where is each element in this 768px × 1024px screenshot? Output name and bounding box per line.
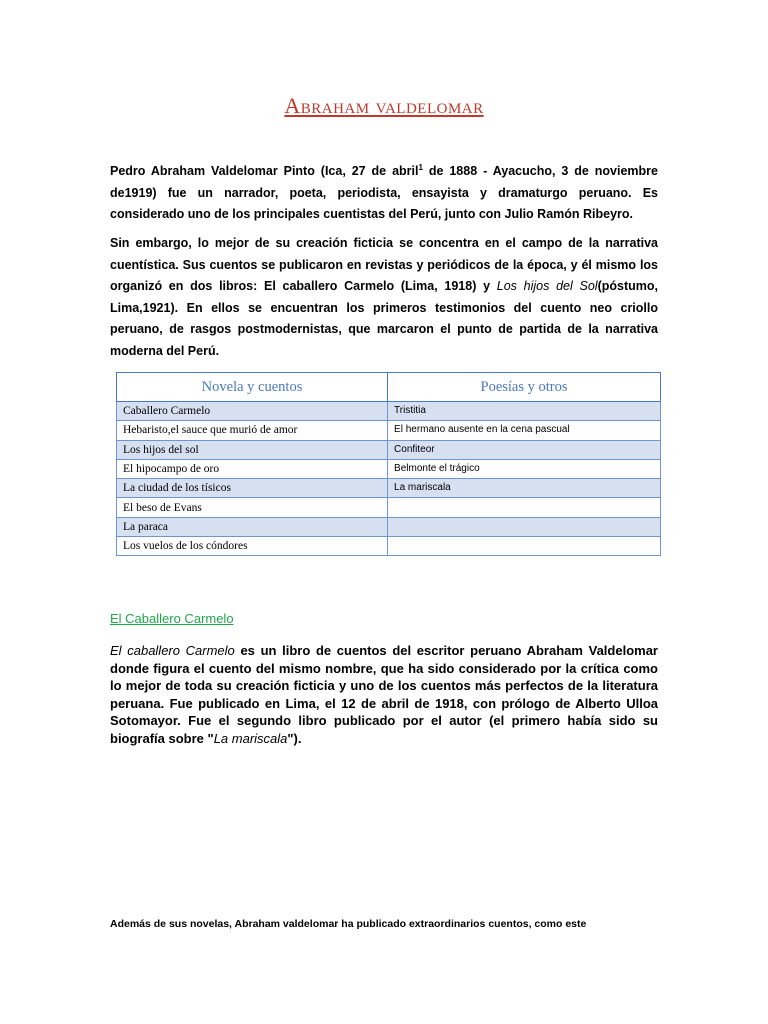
document-title: Abraham valdelomar bbox=[284, 93, 484, 118]
header-poetry: Poesías y otros bbox=[388, 373, 661, 402]
poetry-cell bbox=[388, 537, 661, 556]
narrative-paragraph bbox=[110, 233, 658, 362]
poetry-cell: Confiteor bbox=[388, 440, 661, 459]
carmelo-text-a: es un libro de cuentos del escritor peruano Abraham Valdelomar donde figura el cuento del mismo nombre, que ha sido considerado por la crítica como lo mejor de toda su creación ficticia y uno de los cuentos más perfectos de la literatura peruana. Fue publicado en Lima, el 12 de abril de 1918, con prólogo de Alberto Ulloa Sotomayor. Fue el segundo libro publicado por el autor (el primero había sido su biografía sobre " bbox=[110, 643, 658, 746]
works-table bbox=[116, 372, 661, 556]
section-heading: El Caballero Carmelo bbox=[110, 611, 234, 626]
table-row bbox=[117, 440, 661, 459]
novel-cell: La paraca bbox=[117, 517, 388, 536]
poetry-cell: Belmonte el trágico bbox=[388, 459, 661, 478]
table-row bbox=[117, 537, 661, 556]
table-row bbox=[117, 517, 661, 536]
novel-cell: Los hijos del sol bbox=[117, 440, 388, 459]
novel-cell: El beso de Evans bbox=[117, 498, 388, 517]
table-row bbox=[117, 479, 661, 498]
table-row bbox=[117, 459, 661, 478]
carmelo-text-b: "). bbox=[287, 730, 302, 746]
table-row bbox=[117, 421, 661, 440]
intro-text-b: de 1888 - Ayacucho, 3 de noviembre de1919) fue un narrador, poeta, periodista, ensayista y dramaturgo peruano. Es considerado uno de los principales cuentistas del Perú, junto con Julio Ramón Ribeyro. bbox=[110, 164, 658, 222]
novel-cell: Los vuelos de los cóndores bbox=[117, 537, 388, 556]
poetry-cell bbox=[388, 498, 661, 517]
poetry-cell: La mariscala bbox=[388, 479, 661, 498]
carmelo-title-italic: El caballero Carmelo bbox=[110, 643, 235, 658]
novel-cell: La ciudad de los tísicos bbox=[117, 479, 388, 498]
novel-cell: Hebaristo,el sauce que murió de amor bbox=[117, 421, 388, 440]
intro-text-a: Pedro Abraham Valdelomar Pinto (Ica, 27 de abril bbox=[110, 164, 419, 179]
footer-line: Además de sus novelas, Abraham valdelomar ha publicado extraordinarios cuentos, como este bbox=[110, 918, 587, 930]
novel-cell: El hipocampo de oro bbox=[117, 459, 388, 478]
poetry-cell bbox=[388, 517, 661, 536]
book-title-italic: Los hijos del Sol bbox=[496, 279, 598, 293]
table-row bbox=[117, 402, 661, 421]
mariscala-italic: La mariscala bbox=[213, 730, 288, 746]
novel-cell: Caballero Carmelo bbox=[117, 402, 388, 421]
carmelo-paragraph bbox=[110, 642, 658, 747]
narrative-text-a: Sin embargo, lo mejor de su creación ficticia se concentra en el campo de la narrativa cuentística. Sus cuentos se publicaron en revistas y periódicos de la época, y él mismo los organizó en dos libros: El caballero Carmelo (Lima, 1918) y bbox=[110, 236, 658, 293]
footnote-marker: 1 bbox=[418, 163, 423, 172]
narrative-text-b: (póstumo, Lima,1921). En ellos se encuentran los primeros testimonios del cuento neo criollo peruano, de rasgos postmodernistas, que marcaron el punto de partida de la narrativa moderna del Perú. bbox=[110, 279, 658, 358]
poetry-cell: El hermano ausente en la cena pascual bbox=[388, 421, 661, 440]
header-novels: Novela y cuentos bbox=[117, 373, 388, 402]
table-row bbox=[117, 498, 661, 517]
intro-paragraph bbox=[110, 157, 658, 226]
poetry-cell: Tristitia bbox=[388, 402, 661, 421]
